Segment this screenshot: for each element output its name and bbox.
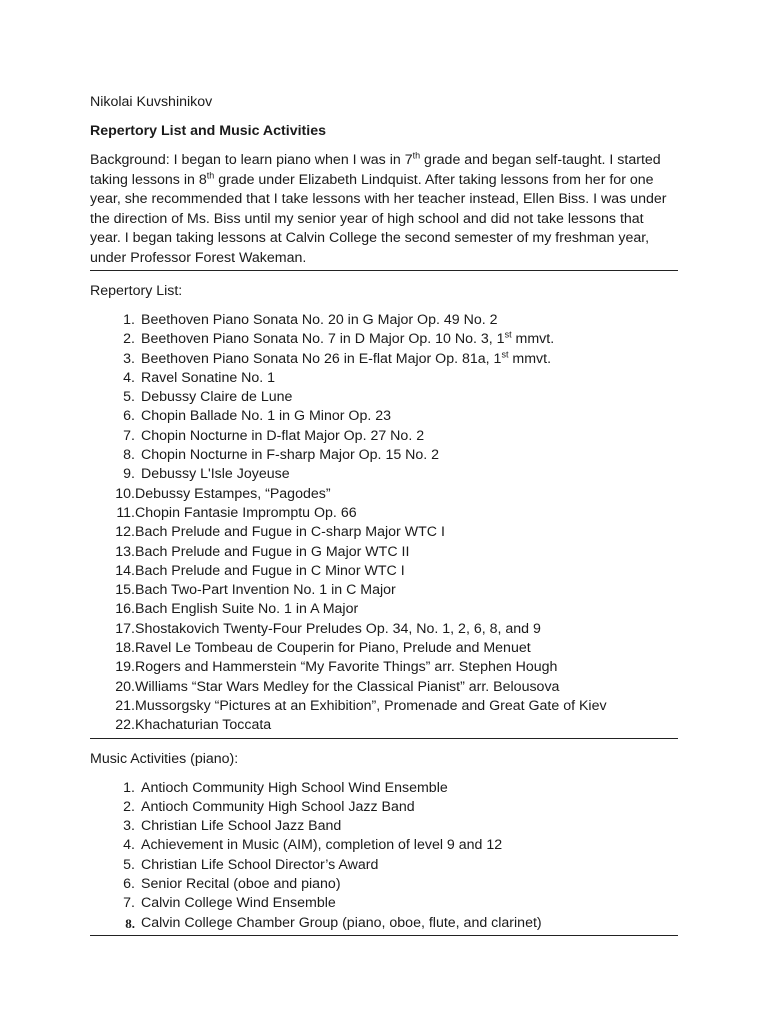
repertory-item-number: 10. — [115, 485, 135, 502]
repertory-item-number: 3. — [123, 350, 135, 367]
repertory-item-number: 8. — [123, 447, 135, 464]
repertory-item — [90, 716, 678, 735]
repertory-item-number: 9. — [123, 466, 135, 483]
repertory-item-title: Bach Prelude and Fugue in G Major WTC II — [135, 543, 410, 560]
activity-item — [90, 817, 678, 836]
repertory-item-title: Williams “Star Wars Medley for the Classical Pianist” arr. Belousova — [135, 678, 560, 695]
activities-label: Music Activities (piano): — [90, 750, 239, 767]
repertory-item-text — [135, 369, 275, 388]
repertory-item-title: Chopin Nocturne in F-sharp Major Op. 15 No. 2 — [141, 447, 440, 464]
activity-item-title: Christian Life School Director’s Award — [141, 856, 379, 873]
repertory-item-number: 5. — [123, 389, 135, 406]
repertory-item — [90, 562, 678, 581]
repertory-item-tail: mmvt. — [511, 331, 555, 348]
activity-item-number: 6. — [123, 876, 135, 893]
activity-item-title: Christian Life School Jazz Band — [141, 818, 342, 835]
repertory-item-superscript: st — [501, 348, 509, 359]
activity-item-text — [135, 779, 448, 798]
background-text-3: grade under Elizabeth Lindquist. After taking lessons from her for one year, she recommended that I take lessons with her teacher instead, Ellen Biss. I was under the direction of Ms. Biss until my senior year of high school and did not take lessons that year. I began taking lessons at Calvin College the second semester of my freshman year, under Professor Forest Wakeman. — [90, 171, 667, 266]
repertory-item — [90, 620, 678, 639]
repertory-item — [90, 678, 678, 697]
repertory-item-number: 11. — [116, 504, 135, 521]
repertory-item-number: 12. — [115, 524, 135, 541]
activity-item-title: Senior Recital (oboe and piano) — [141, 876, 341, 893]
repertory-item-number: 20. — [115, 678, 135, 695]
repertory-item-number: 19. — [115, 659, 135, 676]
repertory-item-text — [135, 504, 357, 523]
repertory-item-text — [135, 562, 405, 581]
repertory-item-title: Ravel Sonatine No. 1 — [141, 369, 276, 386]
repertory-item — [90, 465, 678, 484]
repertory-item — [90, 350, 678, 369]
repertory-item — [90, 639, 678, 658]
activity-item-text — [135, 836, 502, 855]
repertory-item-text — [135, 697, 607, 716]
repertory-item-text — [135, 600, 358, 619]
repertory-item-title: Bach English Suite No. 1 in A Major — [135, 601, 359, 618]
activity-item-number: 1. — [123, 779, 135, 796]
repertory-item-number: 14. — [115, 562, 135, 579]
repertory-item — [90, 543, 678, 562]
activity-item — [90, 779, 678, 798]
repertory-item-title: Beethoven Piano Sonata No. 7 in D Major Op. 10 No. 3, 1 — [141, 331, 505, 348]
activity-item-number: 5. — [123, 856, 135, 873]
repertory-item-number: 21. — [115, 697, 135, 714]
repertory-item-text — [135, 523, 445, 542]
background-text-1: Background: I began to learn piano when I was in 7 — [90, 152, 413, 168]
repertory-item-number: 13. — [115, 543, 135, 560]
activity-item-title: Antioch Community High School Wind Ensemble — [141, 779, 448, 796]
repertory-item-text — [135, 350, 551, 369]
repertory-item-title: Khachaturian Toccata — [135, 717, 272, 734]
activity-item-number: 4. — [123, 837, 135, 854]
repertory-item-title: Beethoven Piano Sonata No 26 in E-flat Major Op. 81a, 1 — [141, 350, 502, 367]
section-divider — [90, 935, 678, 936]
document-page — [90, 92, 678, 936]
repertory-item — [90, 658, 678, 677]
repertory-item-text — [135, 543, 409, 562]
activity-item-text — [135, 914, 542, 933]
section-divider — [90, 738, 678, 739]
repertory-item-text — [135, 427, 424, 446]
repertory-item-text — [135, 716, 271, 735]
activity-item-title: Calvin College Chamber Group (piano, oboe, flute, and clarinet) — [141, 914, 542, 931]
repertory-item-number: 17. — [115, 620, 135, 637]
activity-item-text — [135, 856, 378, 875]
repertory-item-number: 2. — [123, 331, 135, 348]
activity-item-text — [135, 798, 415, 817]
repertory-item — [90, 523, 678, 542]
repertory-item-text — [135, 639, 531, 658]
repertory-item-number: 16. — [115, 601, 135, 618]
repertory-item — [90, 697, 678, 716]
activity-item-number: 7. — [123, 895, 135, 912]
background-paragraph — [90, 151, 678, 268]
repertory-item — [90, 485, 678, 504]
activity-item — [90, 875, 678, 894]
repertory-item-title: Bach Prelude and Fugue in C-sharp Major WTC I — [135, 524, 445, 541]
activity-item-text — [135, 817, 341, 836]
repertory-item-title: Debussy Estampes, “Pagodes” — [135, 485, 331, 502]
activity-item-title: Antioch Community High School Jazz Band — [141, 798, 415, 815]
repertory-item — [90, 446, 678, 465]
repertory-item-title: Debussy L'Isle Joyeuse — [141, 466, 290, 483]
background-superscript-2: th — [206, 169, 215, 180]
activity-item-text — [135, 875, 341, 894]
repertory-item-number: 15. — [115, 582, 135, 599]
repertory-item — [90, 369, 678, 388]
repertory-item-number: 18. — [115, 640, 135, 657]
repertory-item-title: Beethoven Piano Sonata No. 20 in G Major Op. 49 No. 2 — [141, 312, 498, 328]
activity-item-number: 2. — [123, 798, 135, 815]
repertory-item-text — [135, 407, 391, 426]
repertory-item-superscript: st — [504, 329, 512, 340]
repertory-item-text — [135, 581, 396, 600]
activity-item-title: Achievement in Music (AIM), completion of level 9 and 12 — [141, 837, 503, 854]
document-title: Repertory List and Music Activities — [90, 123, 326, 139]
repertory-item-text — [135, 311, 497, 330]
repertory-item-number: 6. — [123, 408, 135, 425]
repertory-item-title: Bach Prelude and Fugue in C Minor WTC I — [135, 562, 405, 579]
repertory-item-title: Chopin Ballade No. 1 in G Minor Op. 23 — [141, 408, 391, 425]
repertory-item-title: Debussy Claire de Lune — [141, 389, 293, 406]
activity-item-number: 8. — [125, 915, 135, 931]
section-divider — [90, 270, 678, 271]
repertory-item-title: Shostakovich Twenty-Four Preludes Op. 34, No. 1, 2, 6, 8, and 9 — [135, 620, 541, 637]
activity-item — [90, 914, 678, 933]
repertory-item-text — [135, 446, 439, 465]
repertory-item — [90, 388, 678, 407]
repertory-item-number: 4. — [123, 369, 135, 386]
repertory-item — [90, 581, 678, 600]
activity-item — [90, 856, 678, 875]
activity-item-text — [135, 894, 336, 913]
repertory-item-text — [135, 658, 557, 677]
background-superscript-1: th — [412, 150, 421, 161]
activity-item — [90, 894, 678, 913]
repertory-item-text — [135, 678, 559, 697]
repertory-item-tail: mmvt. — [508, 350, 552, 367]
repertory-item-text — [135, 330, 554, 349]
activity-item-title: Calvin College Wind Ensemble — [141, 895, 336, 912]
repertory-item-text — [135, 620, 541, 639]
repertory-item-title: Chopin Fantasie Impromptu Op. 66 — [135, 504, 357, 521]
repertory-item-text — [135, 388, 292, 407]
activity-item-number: 3. — [123, 818, 135, 835]
repertory-item-text — [135, 485, 331, 504]
repertory-item-title: Ravel Le Tombeau de Couperin for Piano, Prelude and Menuet — [135, 640, 531, 657]
repertory-item-number: 22. — [115, 717, 135, 734]
activity-item — [90, 798, 678, 817]
repertory-item-title: Rogers and Hammerstein “My Favorite Things” arr. Stephen Hough — [135, 659, 558, 676]
author-name: Nikolai Kuvshinikov — [90, 94, 213, 110]
repertory-item-title: Chopin Nocturne in D-flat Major Op. 27 No. 2 — [141, 427, 425, 444]
repertory-item — [90, 330, 678, 349]
repertory-item — [90, 407, 678, 426]
repertory-item-number: 1. — [123, 312, 135, 328]
repertory-item-text — [135, 465, 290, 484]
repertory-item — [90, 427, 678, 446]
repertory-label: Repertory List: — [90, 283, 183, 299]
repertory-item-title: Mussorgsky “Pictures at an Exhibition”, Promenade and Great Gate of Kiev — [135, 697, 607, 714]
repertory-item — [90, 311, 678, 330]
background-text-2: grade and began self-taught. I started taking lessons in 8 — [90, 152, 661, 188]
repertory-item — [90, 504, 678, 523]
repertory-item — [90, 600, 678, 619]
activity-item — [90, 836, 678, 855]
activities-list — [90, 779, 678, 933]
repertory-list — [90, 311, 678, 736]
repertory-item-number: 7. — [123, 427, 135, 444]
repertory-item-title: Bach Two-Part Invention No. 1 in C Major — [135, 582, 396, 599]
